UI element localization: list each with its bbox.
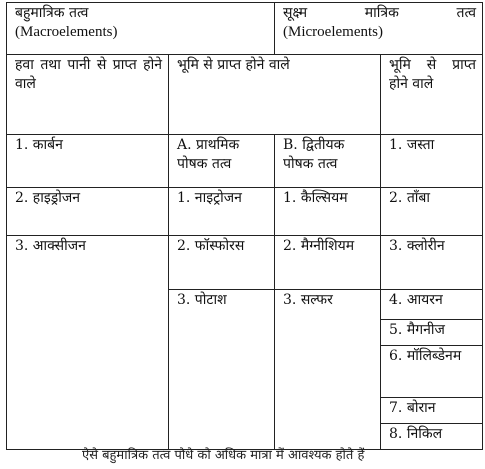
cell-magnesium: 2. मैग्नीशियम xyxy=(275,236,381,290)
cell-potash: 3. पोटाश xyxy=(169,290,275,450)
subheader-row xyxy=(7,55,483,135)
row-1 xyxy=(7,135,483,188)
cell-molybdenum: 6. मॉलिब्डेनम xyxy=(381,346,483,398)
cell-secondary-category: B. द्वितीयक पोषक तत्व xyxy=(275,135,381,188)
cell-iron: 4. आयरन xyxy=(381,290,483,320)
cell-zinc: 1. जस्ता xyxy=(381,135,483,188)
microelements-title: सूक्ष्म मात्रिक तत्व xyxy=(283,5,477,21)
cut-off-footer-text: ऐसे बहुमात्रिक तत्व पौधे को अधिक मात्रा में आवश्यक होते हैं xyxy=(82,448,365,463)
cell-calcium: 1. कैल्सियम xyxy=(275,188,381,236)
cell-oxygen: 3. आक्सीजन xyxy=(7,236,169,450)
plant-nutrient-table xyxy=(6,2,483,450)
macroelements-english: (Macroelements) xyxy=(15,24,118,40)
cell-carbon: 1. कार्बन xyxy=(7,135,169,188)
header-row xyxy=(7,3,483,55)
cell-chlorine: 3. क्लोरीन xyxy=(381,236,483,290)
cell-primary-category: A. प्राथमिक पोषक तत्व xyxy=(169,135,275,188)
cell-nickel: 8. निकिल xyxy=(381,424,483,450)
air-water-header xyxy=(7,55,169,135)
cell-copper: 2. ताँबा xyxy=(381,188,483,236)
microelements-header xyxy=(275,3,483,55)
nutrient-table-container xyxy=(6,2,483,450)
cell-phosphorus: 2. फॉस्फोरस xyxy=(169,236,275,290)
cell-manganese: 5. मैगनीज xyxy=(381,320,483,346)
macroelements-header xyxy=(7,3,275,55)
soil-header-text: भूमि से प्राप्त होने वाले xyxy=(177,57,290,73)
cell-nitrogen: 1. नाइट्रोजन xyxy=(169,188,275,236)
soil-header xyxy=(169,55,381,135)
cell-boron: 7. बोरान xyxy=(381,398,483,424)
air-water-header-text: हवा तथा पानी से प्राप्त होने वाले xyxy=(15,57,162,92)
soil-micro-header xyxy=(381,55,483,135)
cell-hydrogen: 2. हाइड्रोजन xyxy=(7,188,169,236)
microelements-english: (Microelements) xyxy=(283,24,383,40)
macroelements-title: बहुमात्रिक तत्व xyxy=(15,5,89,21)
row-3 xyxy=(7,236,483,290)
cell-sulphur: 3. सल्फर xyxy=(275,290,381,450)
soil-micro-header-text: भूमि से प्राप्त होने वाले xyxy=(389,57,477,92)
row-2 xyxy=(7,188,483,236)
